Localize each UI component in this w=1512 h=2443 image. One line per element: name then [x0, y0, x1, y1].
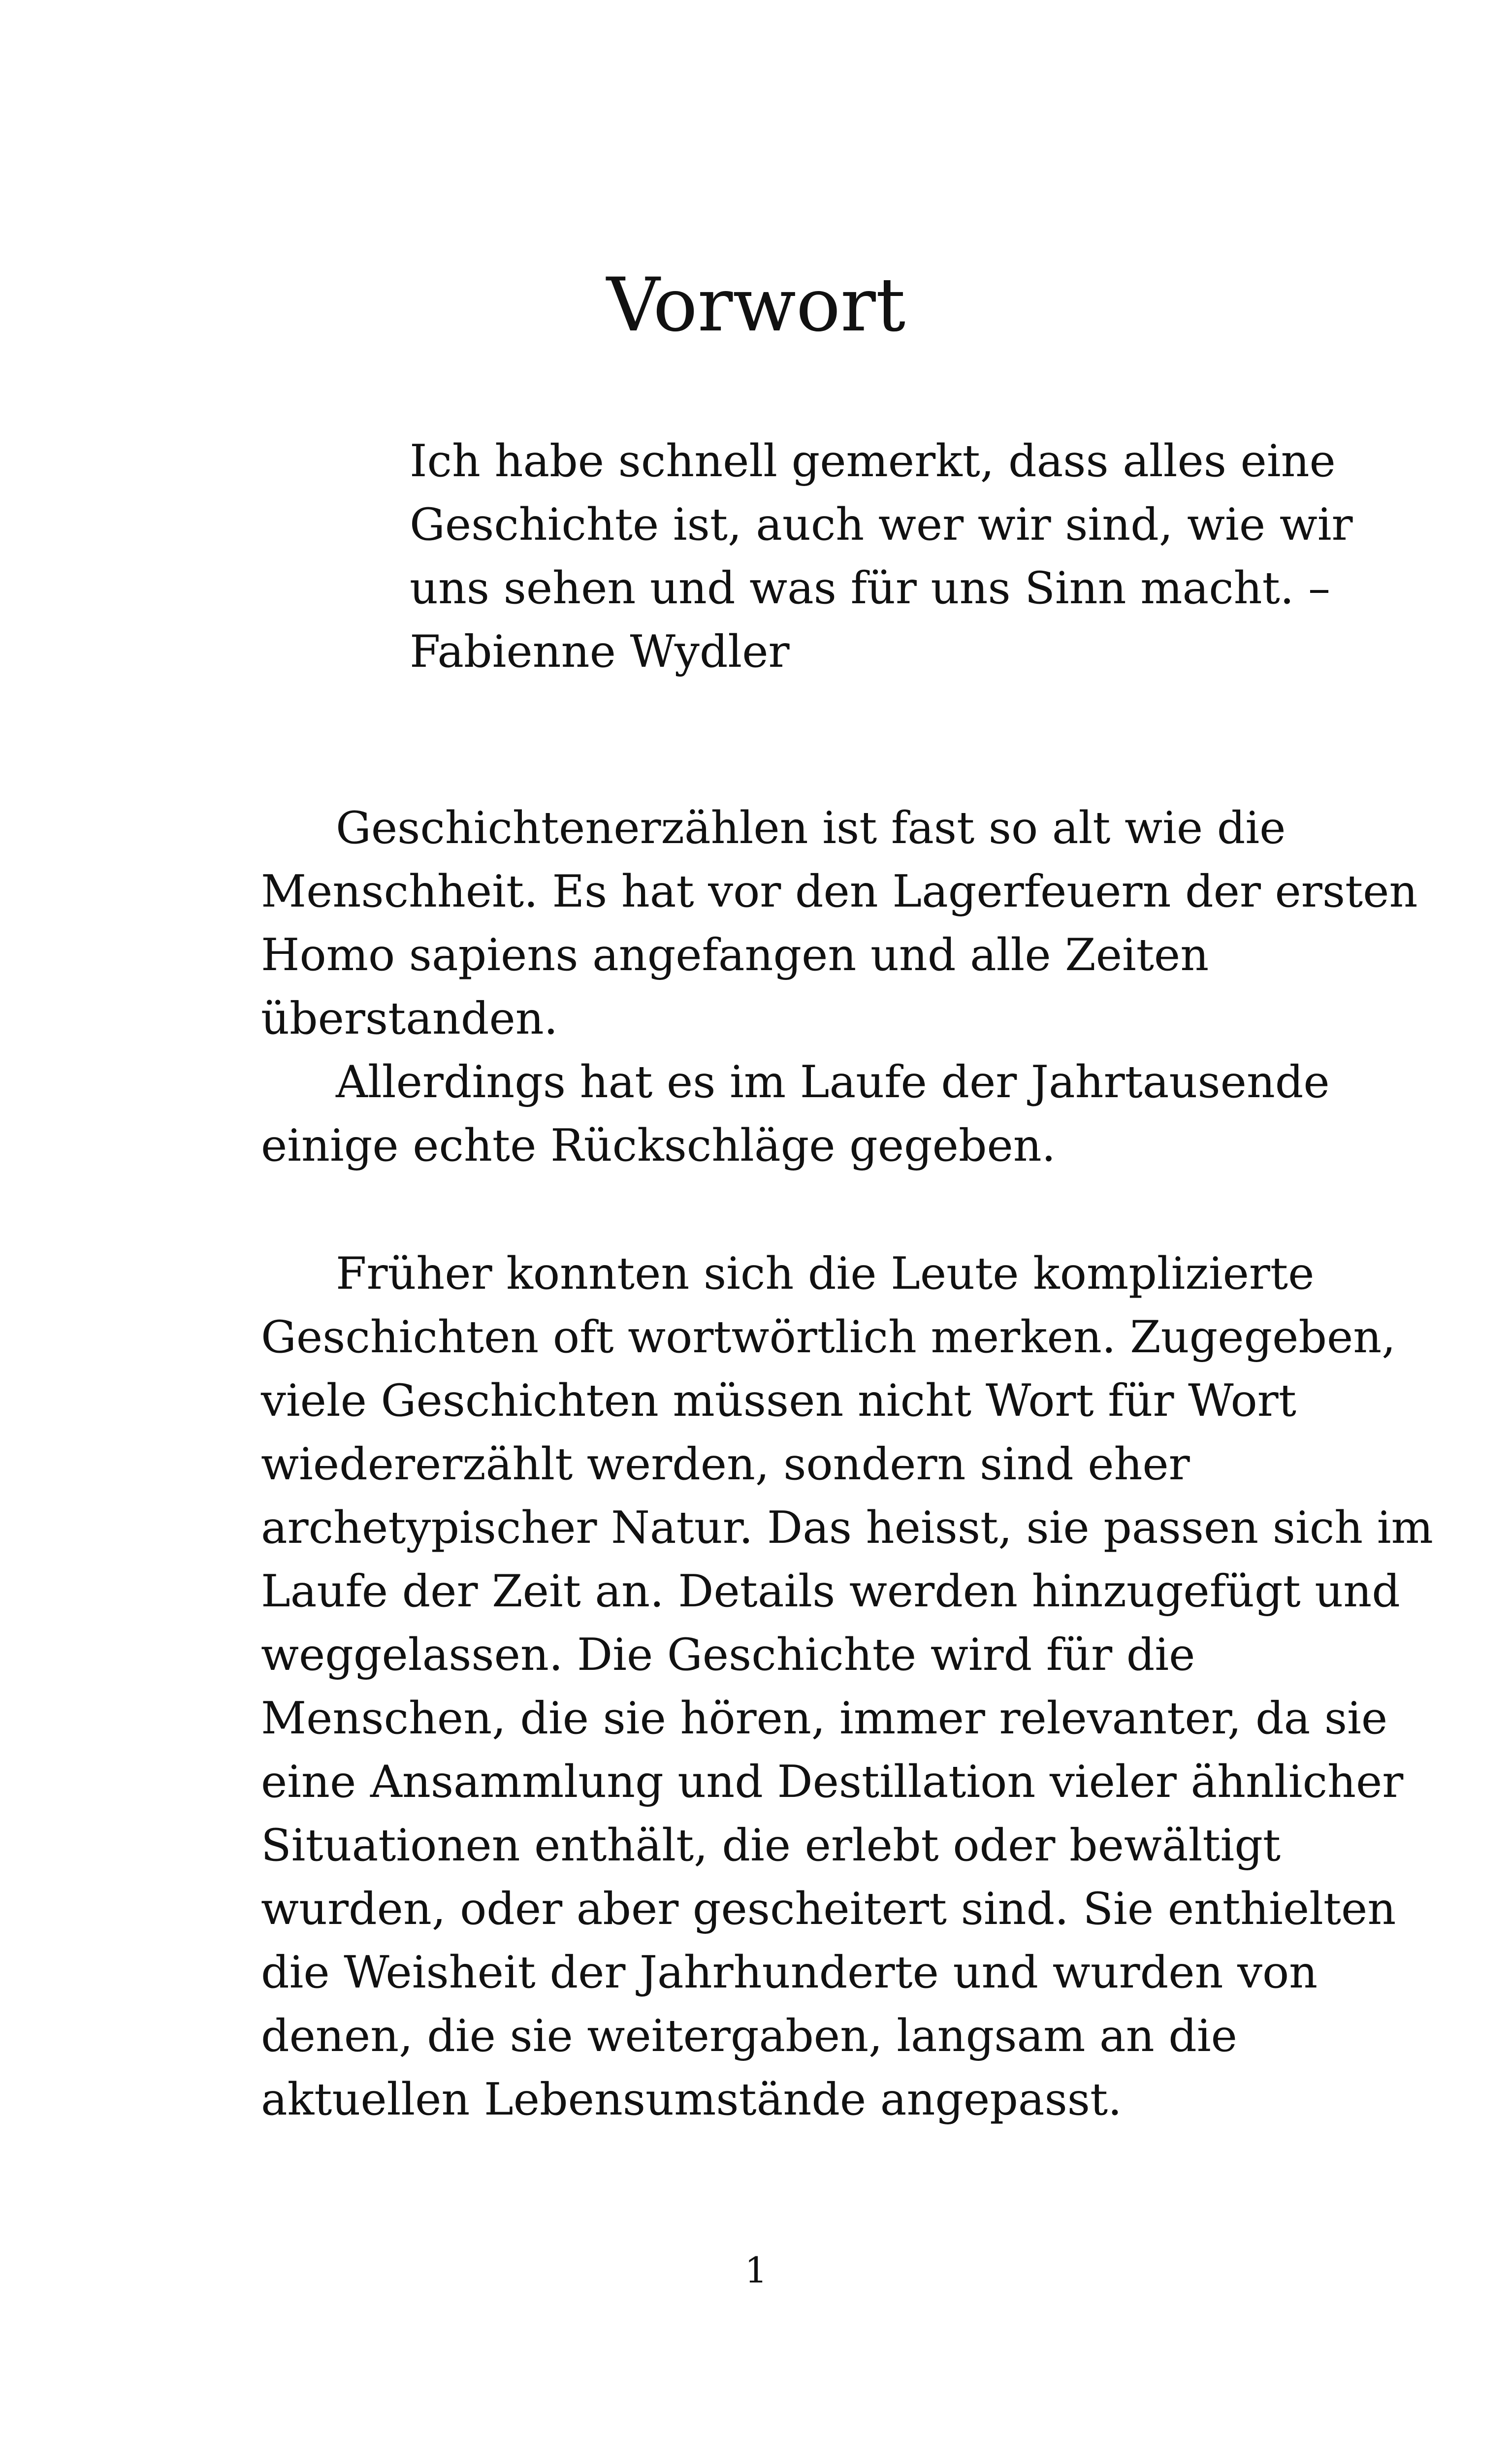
epigraph-line: uns sehen und was für uns Sinn macht. – [410, 562, 1330, 614]
paragraph-line: Früher konnten sich die Leute komplizierte [336, 1248, 1315, 1300]
paragraph-line: Situationen enthält, die erlebt oder bewältigt [261, 1820, 1281, 1871]
paragraph-line: wiedererzählt werden, sondern sind eher [261, 1438, 1190, 1490]
paragraph-line: wurden, oder aber gescheitert sind. Sie enthielten [261, 1883, 1396, 1935]
body-paragraph-block-1 [261, 796, 1418, 1177]
epigraph-line: Fabienne Wydler [410, 626, 790, 678]
epigraph-line: Ich habe schnell gemerkt, dass alles eine [410, 435, 1336, 487]
paragraph-line: archetypischer Natur. Das heisst, sie passen sich im [261, 1502, 1433, 1554]
paragraph-line: die Weisheit der Jahrhunderte und wurden von [261, 1947, 1318, 1998]
paragraph-line: überstanden. [261, 993, 558, 1044]
epigraph-quote [410, 429, 1353, 684]
paragraph-line: Geschichten oft wortwörtlich merken. Zugegeben, [261, 1311, 1396, 1363]
paragraph-line: Menschheit. Es hat vor den Lagerfeuern der ersten [261, 866, 1418, 917]
paragraph-line: weggelassen. Die Geschichte wird für die [261, 1629, 1195, 1681]
paragraph-line: eine Ansammlung und Destillation vieler ähnlicher [261, 1756, 1404, 1808]
chapter-title: Vorwort [606, 262, 906, 348]
paragraph-line: aktuellen Lebensumstände angepasst. [261, 2074, 1122, 2125]
paragraph-line: einige echte Rückschläge gegeben. [261, 1120, 1056, 1172]
paragraph-line: Menschen, die sie hören, immer relevanter, da sie [261, 1693, 1388, 1744]
body-paragraph-block-2 [261, 1242, 1433, 2131]
page-number: 1 [744, 2249, 768, 2291]
paragraph-line: viele Geschichten müssen nicht Wort für Wort [261, 1375, 1296, 1427]
paragraph-line: Laufe der Zeit an. Details werden hinzugefügt und [261, 1565, 1400, 1617]
epigraph-line: Geschichte ist, auch wer wir sind, wie wir [410, 499, 1353, 551]
paragraph-line: Allerdings hat es im Laufe der Jahrtausende [336, 1056, 1330, 1108]
paragraph-line: Geschichtenerzählen ist fast so alt wie die [336, 802, 1286, 854]
paragraph-line: denen, die sie weitergaben, langsam an die [261, 2010, 1237, 2062]
paragraph-line: Homo sapiens angefangen und alle Zeiten [261, 929, 1209, 981]
